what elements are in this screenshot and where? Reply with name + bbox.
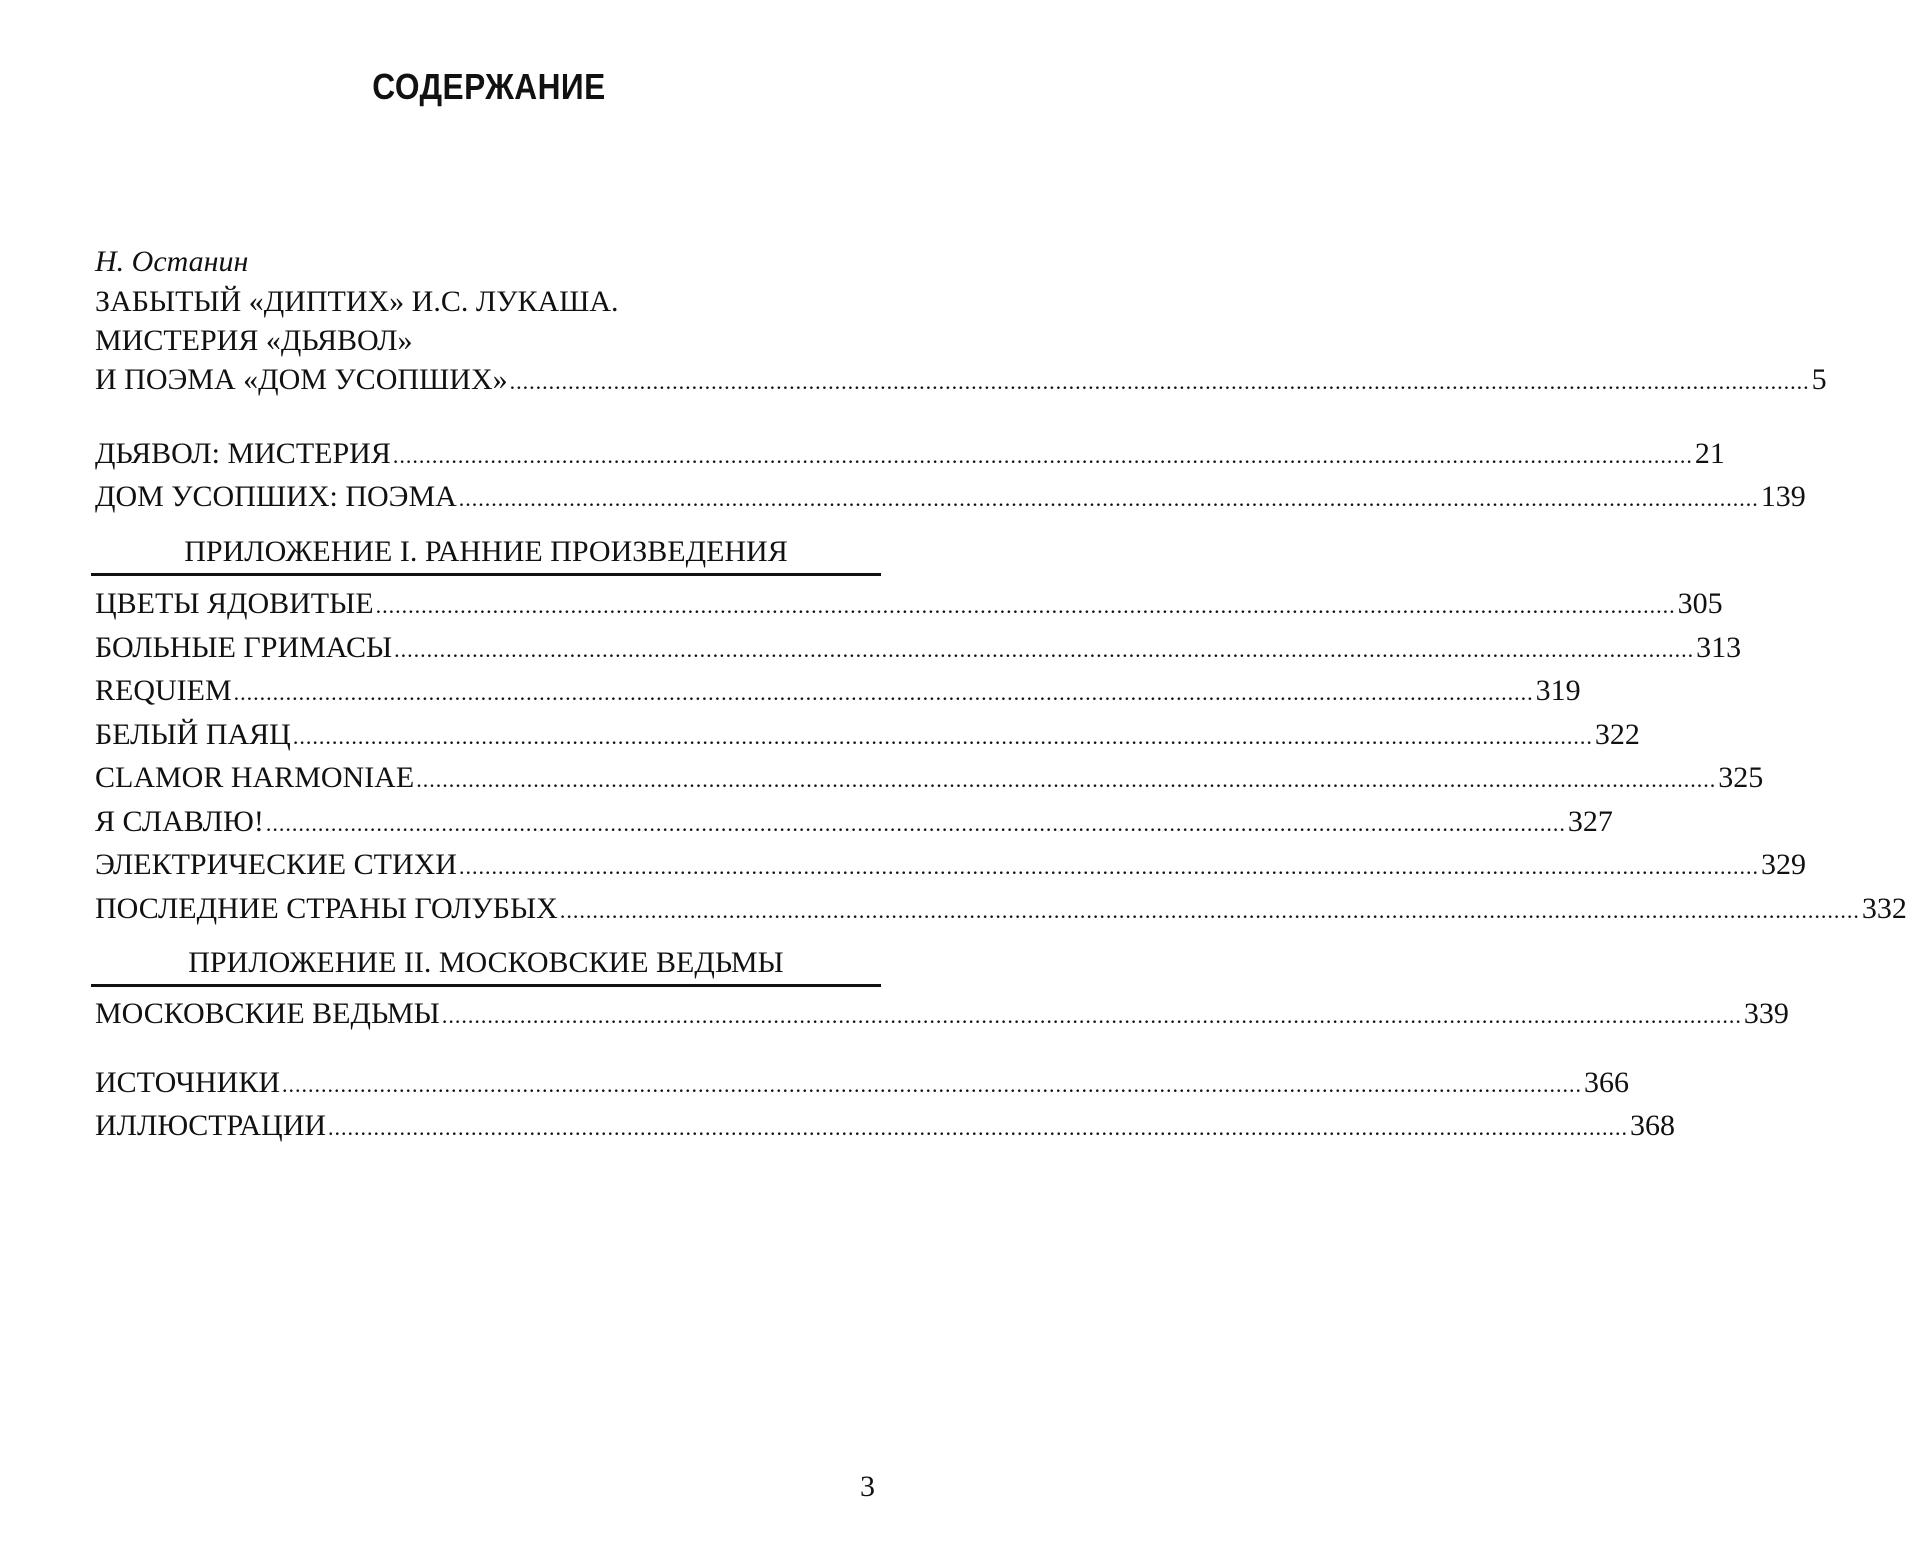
dot-leader: ........................................................................................................................................................................................................ — [282, 1071, 1583, 1097]
dot-leader: ........................................................................................................................................................................................................ — [328, 1115, 1629, 1140]
entry-title: ИЛЛЮСТРАЦИИ — [95, 1109, 327, 1142]
toc-entry[interactable] — [95, 756, 1764, 800]
entry-page: 332 — [1861, 891, 1907, 925]
entry-page: 327 — [1567, 804, 1613, 838]
page-number: 3 — [860, 1470, 875, 1503]
entry-page: 139 — [1760, 480, 1806, 513]
entry-title: БОЛЬНЫЕ ГРИМАСЫ — [95, 630, 393, 664]
entry-page: 5 — [1811, 363, 1827, 396]
dot-leader: ........................................................................................................................................................................................................ — [394, 636, 1695, 662]
entry-title: МОСКОВСКИЕ ВЕДЬМЫ — [95, 997, 440, 1030]
dot-leader: ........................................................................................................................................................................................................ — [375, 593, 1676, 618]
toc-entry-house-of-dead[interactable] — [95, 475, 1806, 518]
toc-entry[interactable] — [95, 582, 1723, 626]
toc-entry[interactable] — [95, 713, 1640, 757]
toc-entry[interactable] — [95, 843, 1806, 887]
entry-page: 319 — [1535, 674, 1581, 707]
entry-title: ЭЛЕКТРИЧЕСКИЕ СТИХИ — [95, 848, 457, 881]
dot-leader: ........................................................................................................................................................................................................ — [265, 810, 1566, 836]
entry-title: ЦВЕТЫ ЯДОВИТЫЕ — [95, 587, 374, 620]
entry-title: ДЬЯВОЛ: МИСТЕРИЯ — [95, 437, 391, 470]
entry-title: ИСТОЧНИКИ — [95, 1065, 281, 1099]
entry-page: 329 — [1760, 848, 1806, 881]
toc-entry-sources[interactable] — [95, 1061, 1630, 1105]
intro-author: Н. Останин — [95, 245, 249, 278]
entry-title: ПОСЛЕДНИЕ СТРАНЫ ГОЛУБЫХ — [95, 891, 558, 925]
entry-page: 339 — [1743, 997, 1789, 1030]
dot-leader: ........................................................................................................................................................................................................ — [458, 486, 1759, 511]
entry-title: БЕЛЫЙ ПАЯЦ — [95, 717, 291, 751]
toc-entry[interactable] — [95, 626, 1742, 670]
toc-entry[interactable] — [95, 992, 1789, 1036]
toc-entry-devil[interactable] — [95, 432, 1725, 475]
dot-leader: ........................................................................................................................................................................................................ — [292, 723, 1593, 749]
entry-title: ДОМ УСОПШИХ: ПОЭМА — [95, 480, 457, 513]
entry-title: REQUIEM — [95, 674, 232, 707]
intro-title-line-1: ЗАБЫТЫЙ «ДИПТИХ» И.С. ЛУКАША. — [95, 285, 619, 318]
entry-page: 21 — [1694, 437, 1725, 470]
toc-entry[interactable] — [95, 887, 1907, 931]
appendix-2-list — [95, 987, 1789, 1036]
dot-leader: ........................................................................................................................................................................................................ — [559, 897, 1860, 923]
dot-leader: ........................................................................................................................................................................................................ — [233, 680, 1534, 705]
entry-title: И ПОЭМА «ДОМ УСОПШИХ» — [95, 363, 508, 396]
dot-leader: ........................................................................................................................................................................................................ — [392, 443, 1693, 468]
dot-leader: ........................................................................................................................................................................................................ — [509, 369, 1810, 394]
toc-entry-intro[interactable] — [95, 360, 1827, 399]
entry-page: 368 — [1630, 1109, 1676, 1142]
table-of-contents — [95, 242, 1907, 1148]
toc-entry[interactable] — [95, 800, 1613, 844]
entry-page: 366 — [1584, 1065, 1630, 1099]
appendix-1-heading: ПРИЛОЖЕНИЕ I. РАННИЕ ПРОИЗВЕДЕНИЯ — [91, 531, 881, 576]
appendix-2-heading: ПРИЛОЖЕНИЕ II. МОСКОВСКИЕ ВЕДЬМЫ — [91, 942, 881, 987]
entry-title: Я СЛАВЛЮ! — [95, 804, 264, 838]
entry-page: 325 — [1718, 761, 1764, 794]
entry-title: CLAMOR HARMONIAE — [95, 761, 415, 794]
entry-page: 313 — [1696, 630, 1742, 664]
dot-leader: ........................................................................................................................................................................................................ — [458, 854, 1759, 879]
toc-entry[interactable] — [95, 669, 1581, 713]
page-title: СОДЕРЖАНИЕ — [372, 66, 606, 107]
entry-page: 305 — [1677, 587, 1723, 620]
toc-entry-illustrations[interactable] — [95, 1104, 1676, 1148]
dot-leader: ........................................................................................................................................................................................................ — [441, 1003, 1742, 1028]
intro-title-line-2: МИСТЕРИЯ «ДЬЯВОЛ» — [95, 324, 413, 357]
entry-page: 322 — [1594, 717, 1640, 751]
appendix-1-list — [95, 576, 1907, 930]
dot-leader: ........................................................................................................................................................................................................ — [416, 767, 1717, 792]
